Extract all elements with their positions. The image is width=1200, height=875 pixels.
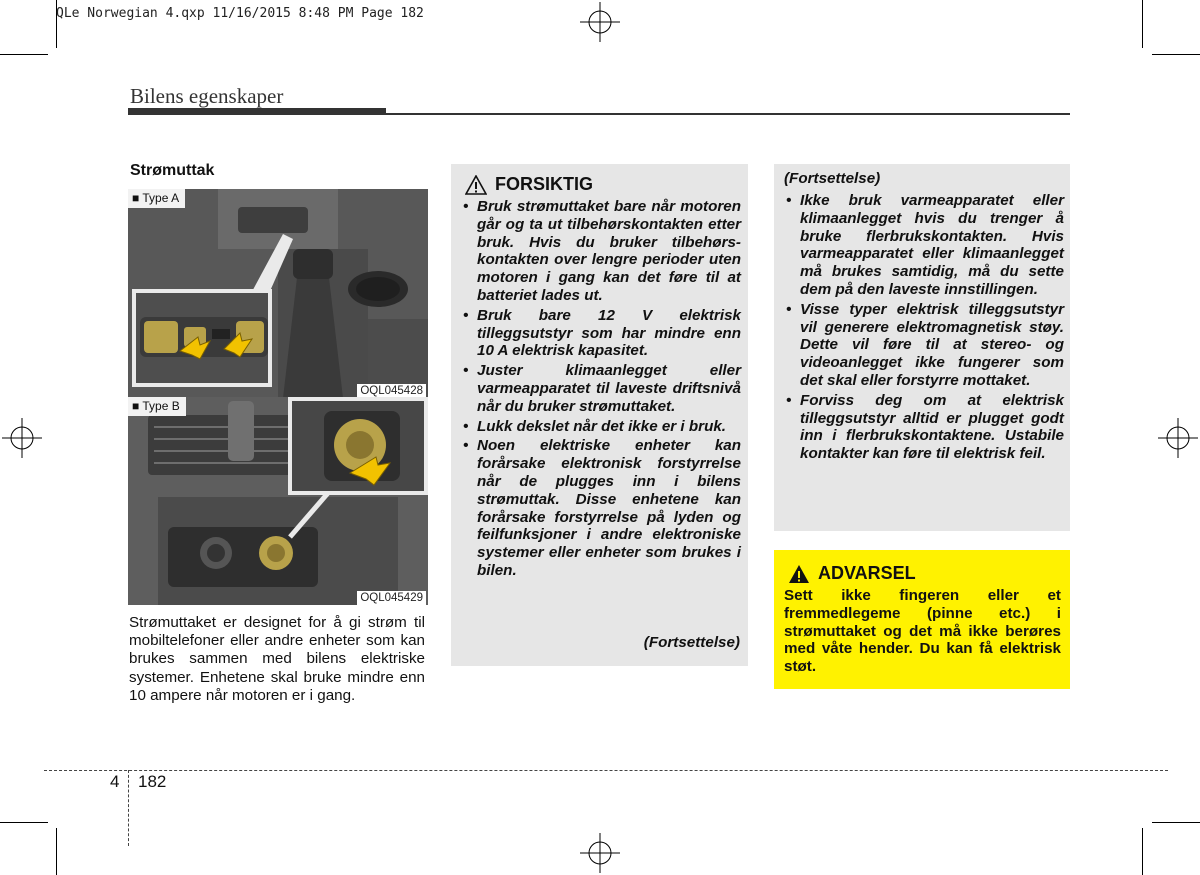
power-outlet-type-a-illustration: [128, 189, 428, 398]
continuation-box: [774, 164, 1070, 531]
caution-box: [451, 164, 748, 666]
warning-triangle-icon: [788, 564, 810, 584]
registration-mark-icon: [580, 2, 620, 42]
title-rule-thin: [386, 113, 1070, 115]
section-title: Bilens egenskaper: [130, 84, 284, 108]
figure-code: OQL045429: [357, 591, 426, 605]
figure-type-b: [128, 397, 428, 605]
crop-mark: [56, 828, 57, 875]
list-item: • Noen elektriske enheter kan forårsake elektronisk forstyrrelse når de plugges inn i bilens strømuttak. Disse enhetene kan forårsake forstyrrelse på lyden og feilfunksjoner i andre elektroniske systemer eller enheter som brukes i bilen.: [461, 437, 741, 579]
figure-tag: [128, 189, 185, 208]
power-outlet-type-b-illustration: [128, 397, 428, 605]
title-rule-thick: [128, 108, 386, 115]
warning-box: [774, 550, 1070, 689]
warning-text: Sett ikke fingeren eller et fremmedlegeme (pinne etc.) i strømuttaket og det må ikke berøres med våte hender. Du kan få elektrisk støt.: [784, 587, 1061, 676]
registration-mark-icon: [2, 418, 42, 458]
print-slug: QLe Norwegian 4.qxp 11/16/2015 8:48 PM Page 182: [56, 6, 424, 21]
figure-code: OQL045428: [357, 384, 426, 398]
page-number: 182: [138, 772, 167, 791]
registration-mark-icon: [1158, 418, 1198, 458]
body-paragraph: Strømuttaket er designet for å gi strøm til mobiltelefoner eller andre enheter som kan brukes sammen med bilens elektriske systemer. Enhetene skal bruke mindre enn 10 ampere når motoren er i gang.: [129, 614, 425, 704]
list-item: • Visse typer elektrisk tilleggsutstyr vil generere elektromagnetisk støy. Dette vil føre til at stereo- og videoanlegget ikke fungerer som det skal eller forstyrre mottaket.: [784, 301, 1064, 390]
footer-divider: [128, 770, 129, 846]
caution-heading: [465, 174, 593, 195]
continuation-heading: (Fortsettelse): [784, 170, 881, 187]
crop-mark: [1142, 0, 1143, 48]
square-bullet-icon: ■: [132, 399, 140, 413]
crop-mark: [1142, 828, 1143, 875]
caution-list: [461, 198, 741, 582]
list-item: • Forviss deg om at elektrisk tilleggsutstyr alltid er plugget godt inn i flerbrukskontaktene. Ustabile kontakter kan føre til elektrisk feil.: [784, 392, 1064, 463]
figure-tag: [128, 397, 186, 416]
section-heading: Strømuttak: [130, 162, 215, 179]
crop-mark: [0, 822, 48, 823]
caution-title: FORSIKTIG: [495, 174, 593, 194]
list-item: • Bruk strømuttaket bare når motoren går og ta ut tilbehørskontakten etter bruk. Hvis du bruker tilbehørs-kontakten over lengre perioder uten motoren i gang kan det føre til at batteriet lades ut.: [461, 198, 741, 305]
crop-mark: [1152, 54, 1200, 55]
figure-tag-label: Type B: [142, 399, 180, 413]
list-item: • Lukk dekslet når det ikke er i bruk.: [461, 418, 741, 436]
list-item: • Bruk bare 12 V elektrisk tilleggsutstyr som har mindre enn 10 A elektrisk kapasitet.: [461, 307, 741, 360]
chapter-number: 4: [110, 772, 120, 791]
list-item: • Juster klimaanlegget eller varmeapparatet til laveste driftsnivå når du bruker strømuttaket.: [461, 362, 741, 415]
footer-rule: [44, 770, 1168, 771]
registration-mark-icon: [580, 833, 620, 873]
warning-title: ADVARSEL: [818, 563, 916, 583]
continuation-list: [784, 192, 1064, 465]
caution-triangle-icon: [465, 175, 487, 195]
figure-type-a: [128, 189, 428, 398]
crop-mark: [1152, 822, 1200, 823]
square-bullet-icon: ■: [132, 191, 140, 205]
crop-mark: [0, 54, 48, 55]
list-item: • Ikke bruk varmeapparatet eller klimaanlegget hvis du trenger å bruke flerbrukskontakten. Hvis varmeapparatet eller klimaanlegget må brukes samtidig, må du sette dem på den laveste innstillingen.: [784, 192, 1064, 299]
figure-tag-label: Type A: [142, 191, 180, 205]
warning-heading: [788, 563, 916, 584]
continued-label: (Fortsettelse): [643, 634, 740, 651]
